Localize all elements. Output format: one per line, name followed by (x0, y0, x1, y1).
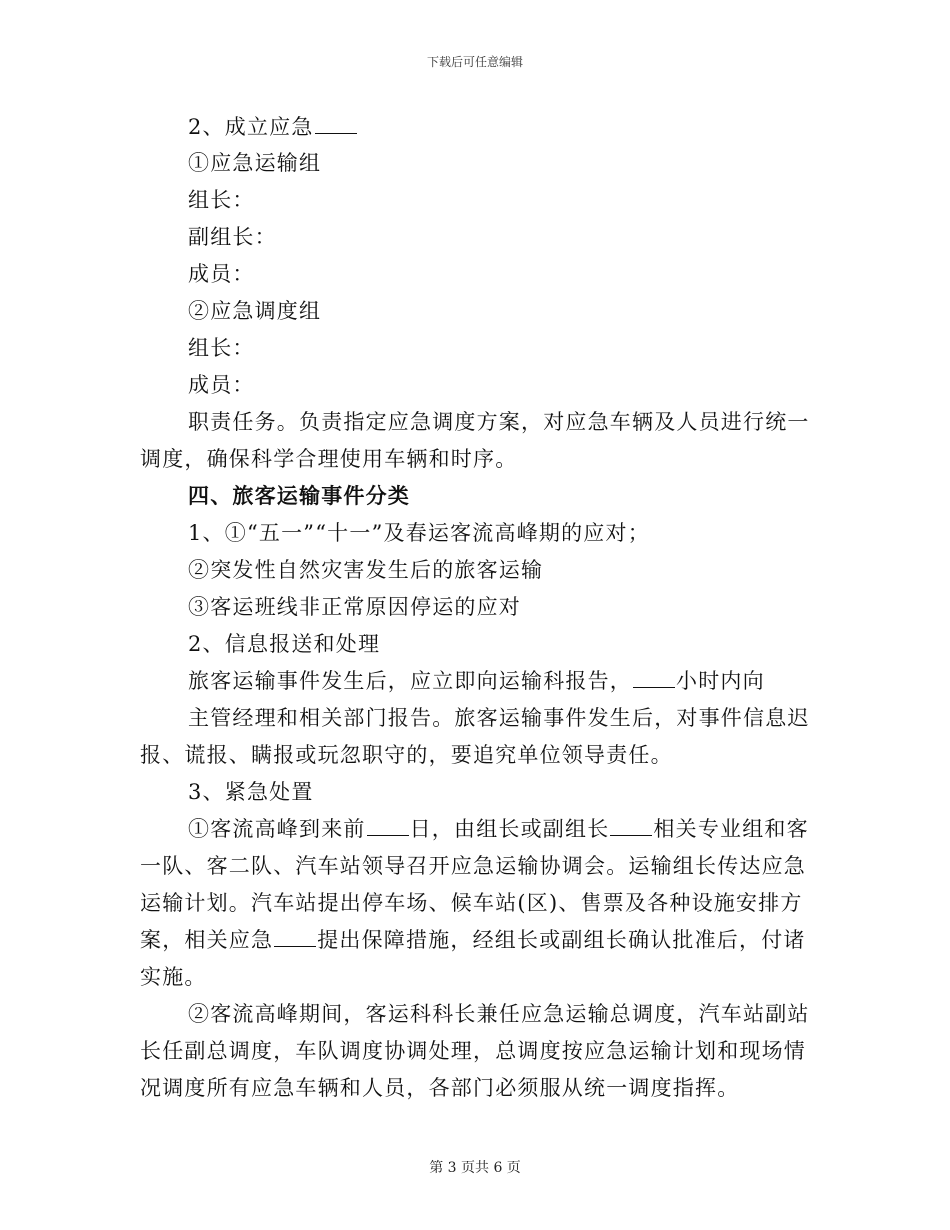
line-text: 2、成立应急 (188, 115, 314, 139)
paragraph-line: 职责任务。负责指定应急调度方案，对应急车辆及人员进行统一 (188, 410, 810, 434)
text-line: ①应急运输组 (188, 151, 322, 175)
text-line: ②应急调度组 (188, 299, 322, 323)
text-line (188, 113, 358, 141)
fill-blank (633, 667, 675, 688)
paragraph-line: ②客流高峰期间，客运科科长兼任应急运输总调度，汽车站副站 (188, 1002, 810, 1026)
fill-blank (315, 113, 357, 134)
text-line: 组长： (188, 336, 255, 360)
paragraph-line: 长任副总调度，车队调度协调处理，总调度按应急运输计划和现场情 (140, 1039, 806, 1063)
paragraph-line: 况调度所有应急车辆和人员，各部门必须服从统一调度指挥。 (140, 1076, 740, 1100)
text-line: 成员： (188, 373, 255, 397)
page-header-note: 下载后可任意编辑 (426, 55, 523, 69)
fill-blank (367, 815, 409, 836)
line-text: 相关专业组和客 (653, 817, 809, 841)
line-text: 案，相关应急 (140, 928, 274, 952)
subsection-heading: 2、信息报送和处理 (188, 632, 381, 656)
section-heading: 四、旅客运输事件分类 (188, 483, 410, 508)
paragraph-line: 报、谎报、瞒报或玩忽职守的，要追究单位领导责任。 (140, 743, 673, 767)
page-number: 第 3 页共 6 页 (429, 1160, 521, 1176)
subsection-heading: 3、紧急处置 (188, 780, 314, 804)
line-text: 日，由组长或副组长 (409, 817, 610, 841)
paragraph-line: 运输计划。汽车站提出停车场、候车站(区)、售票及各种设施安排方 (140, 891, 803, 915)
text-line: 副组长： (188, 225, 277, 249)
text-line: 组长： (188, 188, 255, 212)
paragraph-line (188, 667, 765, 695)
line-text: 提出保障措施，经组长或副组长确认批准后，付诸 (317, 928, 806, 952)
text-line: 成员： (188, 262, 255, 286)
line-text: 旅客运输事件发生后，应立即向运输科报告， (188, 669, 632, 693)
paragraph-line: 调度，确保科学合理使用车辆和时序。 (140, 447, 518, 471)
paragraph-line: 主管经理和相关部门报告。旅客运输事件发生后，对事件信息迟 (188, 706, 810, 730)
text-line: 1、①“五一”“十一”及春运客流高峰期的应对； (188, 521, 650, 545)
fill-blank (610, 815, 652, 836)
paragraph-line (188, 815, 809, 843)
fill-blank (274, 926, 316, 947)
text-line: ②突发性自然灾害发生后的旅客运输 (188, 558, 544, 582)
line-text: 小时内向 (676, 669, 765, 693)
text-line: ③客运班线非正常原因停运的应对 (188, 595, 521, 619)
paragraph-line: 一队、客二队、汽车站领导召开应急运输协调会。运输组长传达应急 (140, 854, 806, 878)
line-text: ①客流高峰到来前 (188, 817, 366, 841)
paragraph-line (140, 926, 806, 954)
paragraph-line: 实施。 (140, 965, 207, 989)
